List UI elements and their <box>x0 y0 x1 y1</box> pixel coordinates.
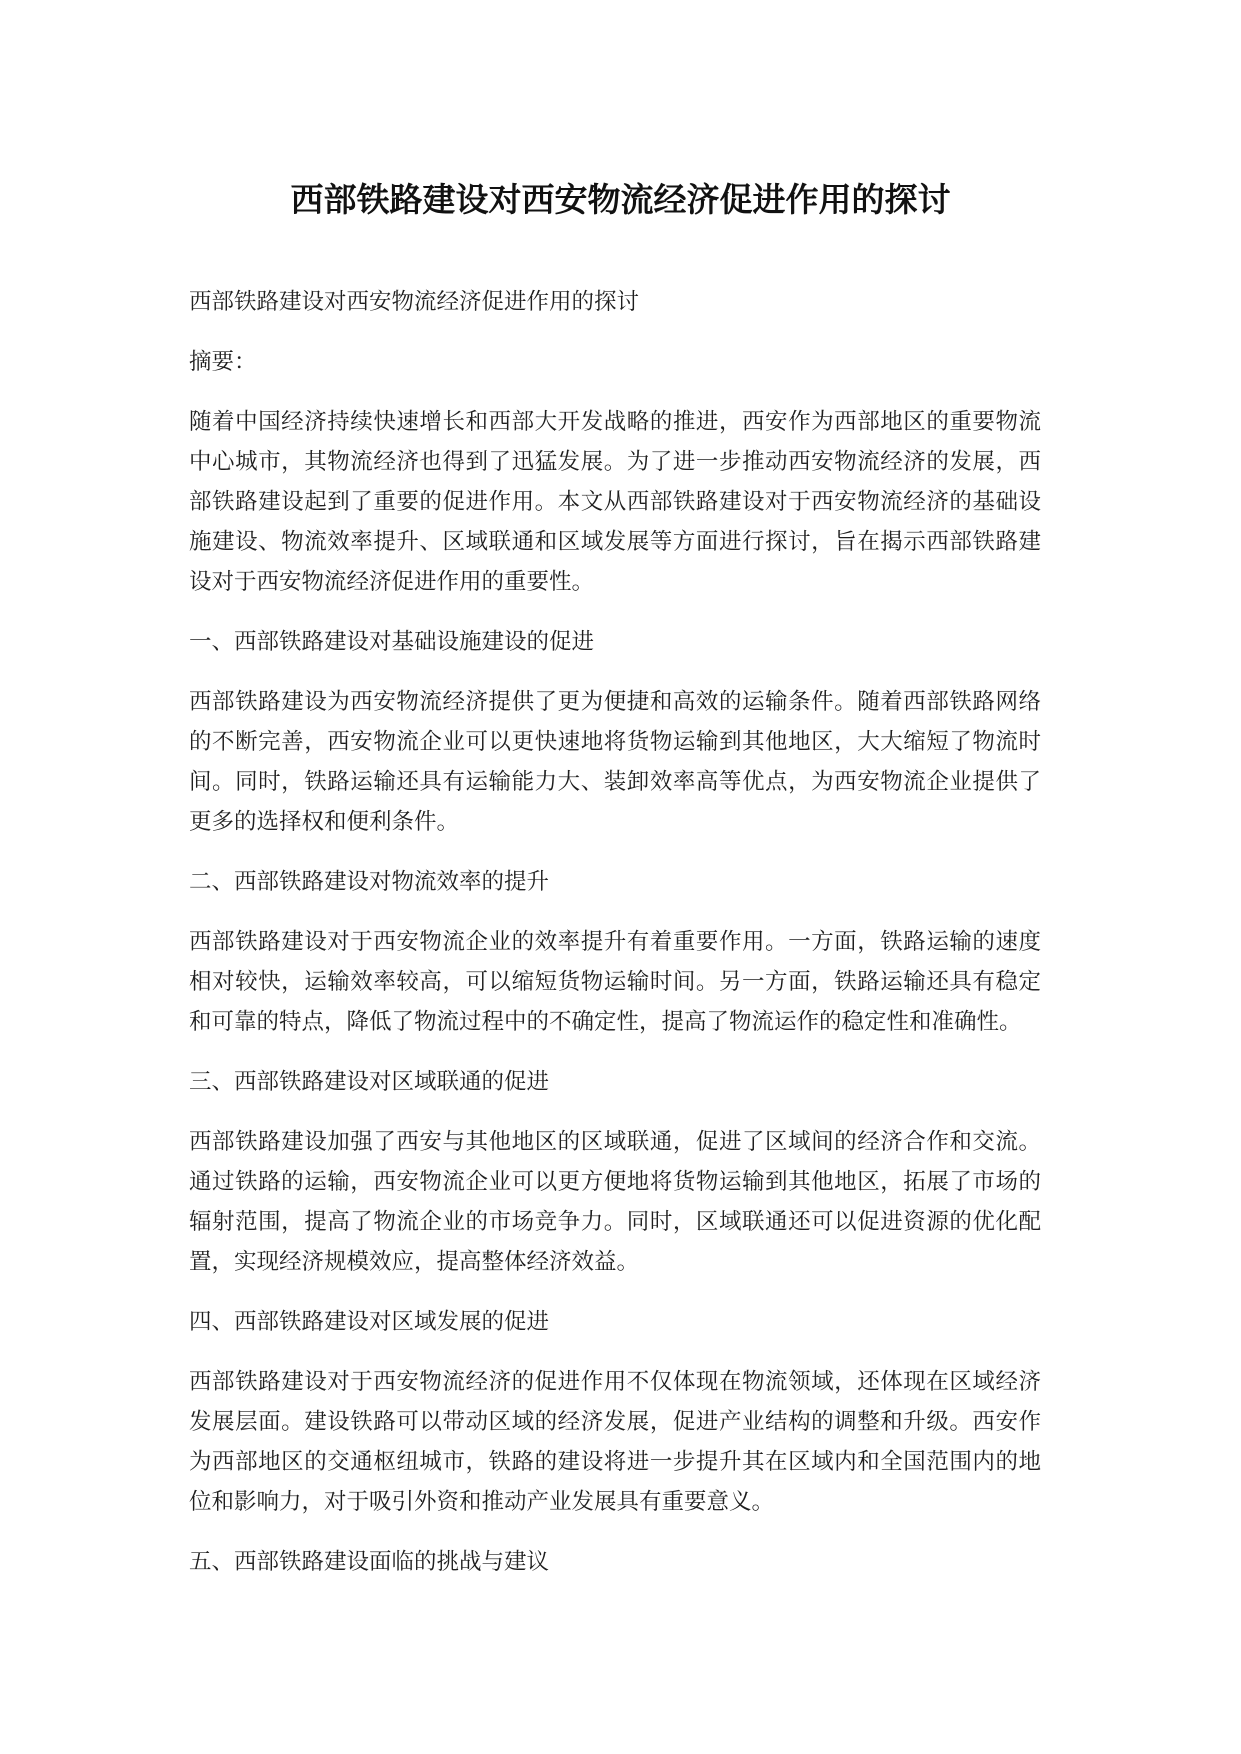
section-text-2: 西部铁路建设对于西安物流企业的效率提升有着重要作用。一方面，铁路运输的速度相对较快，运输效率较高，可以缩短货物运输时间。另一方面，铁路运输还具有稳定和可靠的特点，降低了物流过程中的不确定性，提高了物流运作的稳定性和准确性。 <box>189 929 1041 1035</box>
abstract-text: 随着中国经济持续快速增长和西部大开发战略的推进，西安作为西部地区的重要物流中心城市，其物流经济也得到了迅猛发展。为了进一步推动西安物流经济的发展，西部铁路建设起到了重要的促进作用。本文从西部铁路建设对于西安物流经济的基础设施建设、物流效率提升、区域联通和区域发展等方面进行探讨，旨在揭示西部铁路建设对于西安物流经济促进作用的重要性。 <box>189 409 1041 595</box>
section-text-1: 西部铁路建设为西安物流经济提供了更为便捷和高效的运输条件。随着西部铁路网络的不断完善，西安物流企业可以更快速地将货物运输到其他地区，大大缩短了物流时间。同时，铁路运输还具有运输能力大、装卸效率高等优点，为西安物流企业提供了更多的选择权和便利条件。 <box>189 689 1041 835</box>
document-body <box>189 282 1041 1582</box>
section-heading-4: 四、西部铁路建设对区域发展的促进 <box>189 1309 550 1335</box>
section-heading-3: 三、西部铁路建设对区域联通的促进 <box>189 1069 550 1095</box>
section-heading-1: 一、西部铁路建设对基础设施建设的促进 <box>189 629 595 655</box>
section-heading-2: 二、西部铁路建设对物流效率的提升 <box>189 869 550 895</box>
section-text-4: 西部铁路建设对于西安物流经济的促进作用不仅体现在物流领域，还体现在区域经济发展层面。建设铁路可以带动区域的经济发展，促进产业结构的调整和升级。西安作为西部地区的交通枢纽城市，铁路的建设将进一步提升其在区域内和全国范围内的地位和影响力，对于吸引外资和推动产业发展具有重要意义。 <box>189 1369 1041 1515</box>
section-text-3: 西部铁路建设加强了西安与其他地区的区域联通，促进了区域间的经济合作和交流。通过铁路的运输，西安物流企业可以更方便地将货物运输到其他地区，拓展了市场的辐射范围，提高了物流企业的市场竞争力。同时，区域联通还可以促进资源的优化配置，实现经济规模效应，提高整体经济效益。 <box>189 1129 1041 1275</box>
document-title: 西部铁路建设对西安物流经济促进作用的探讨 <box>290 180 951 219</box>
section-heading-5: 五、西部铁路建设面临的挑战与建议 <box>189 1549 550 1575</box>
document-subtitle: 西部铁路建设对西安物流经济促进作用的探讨 <box>189 289 640 315</box>
abstract-label: 摘要： <box>189 349 257 375</box>
